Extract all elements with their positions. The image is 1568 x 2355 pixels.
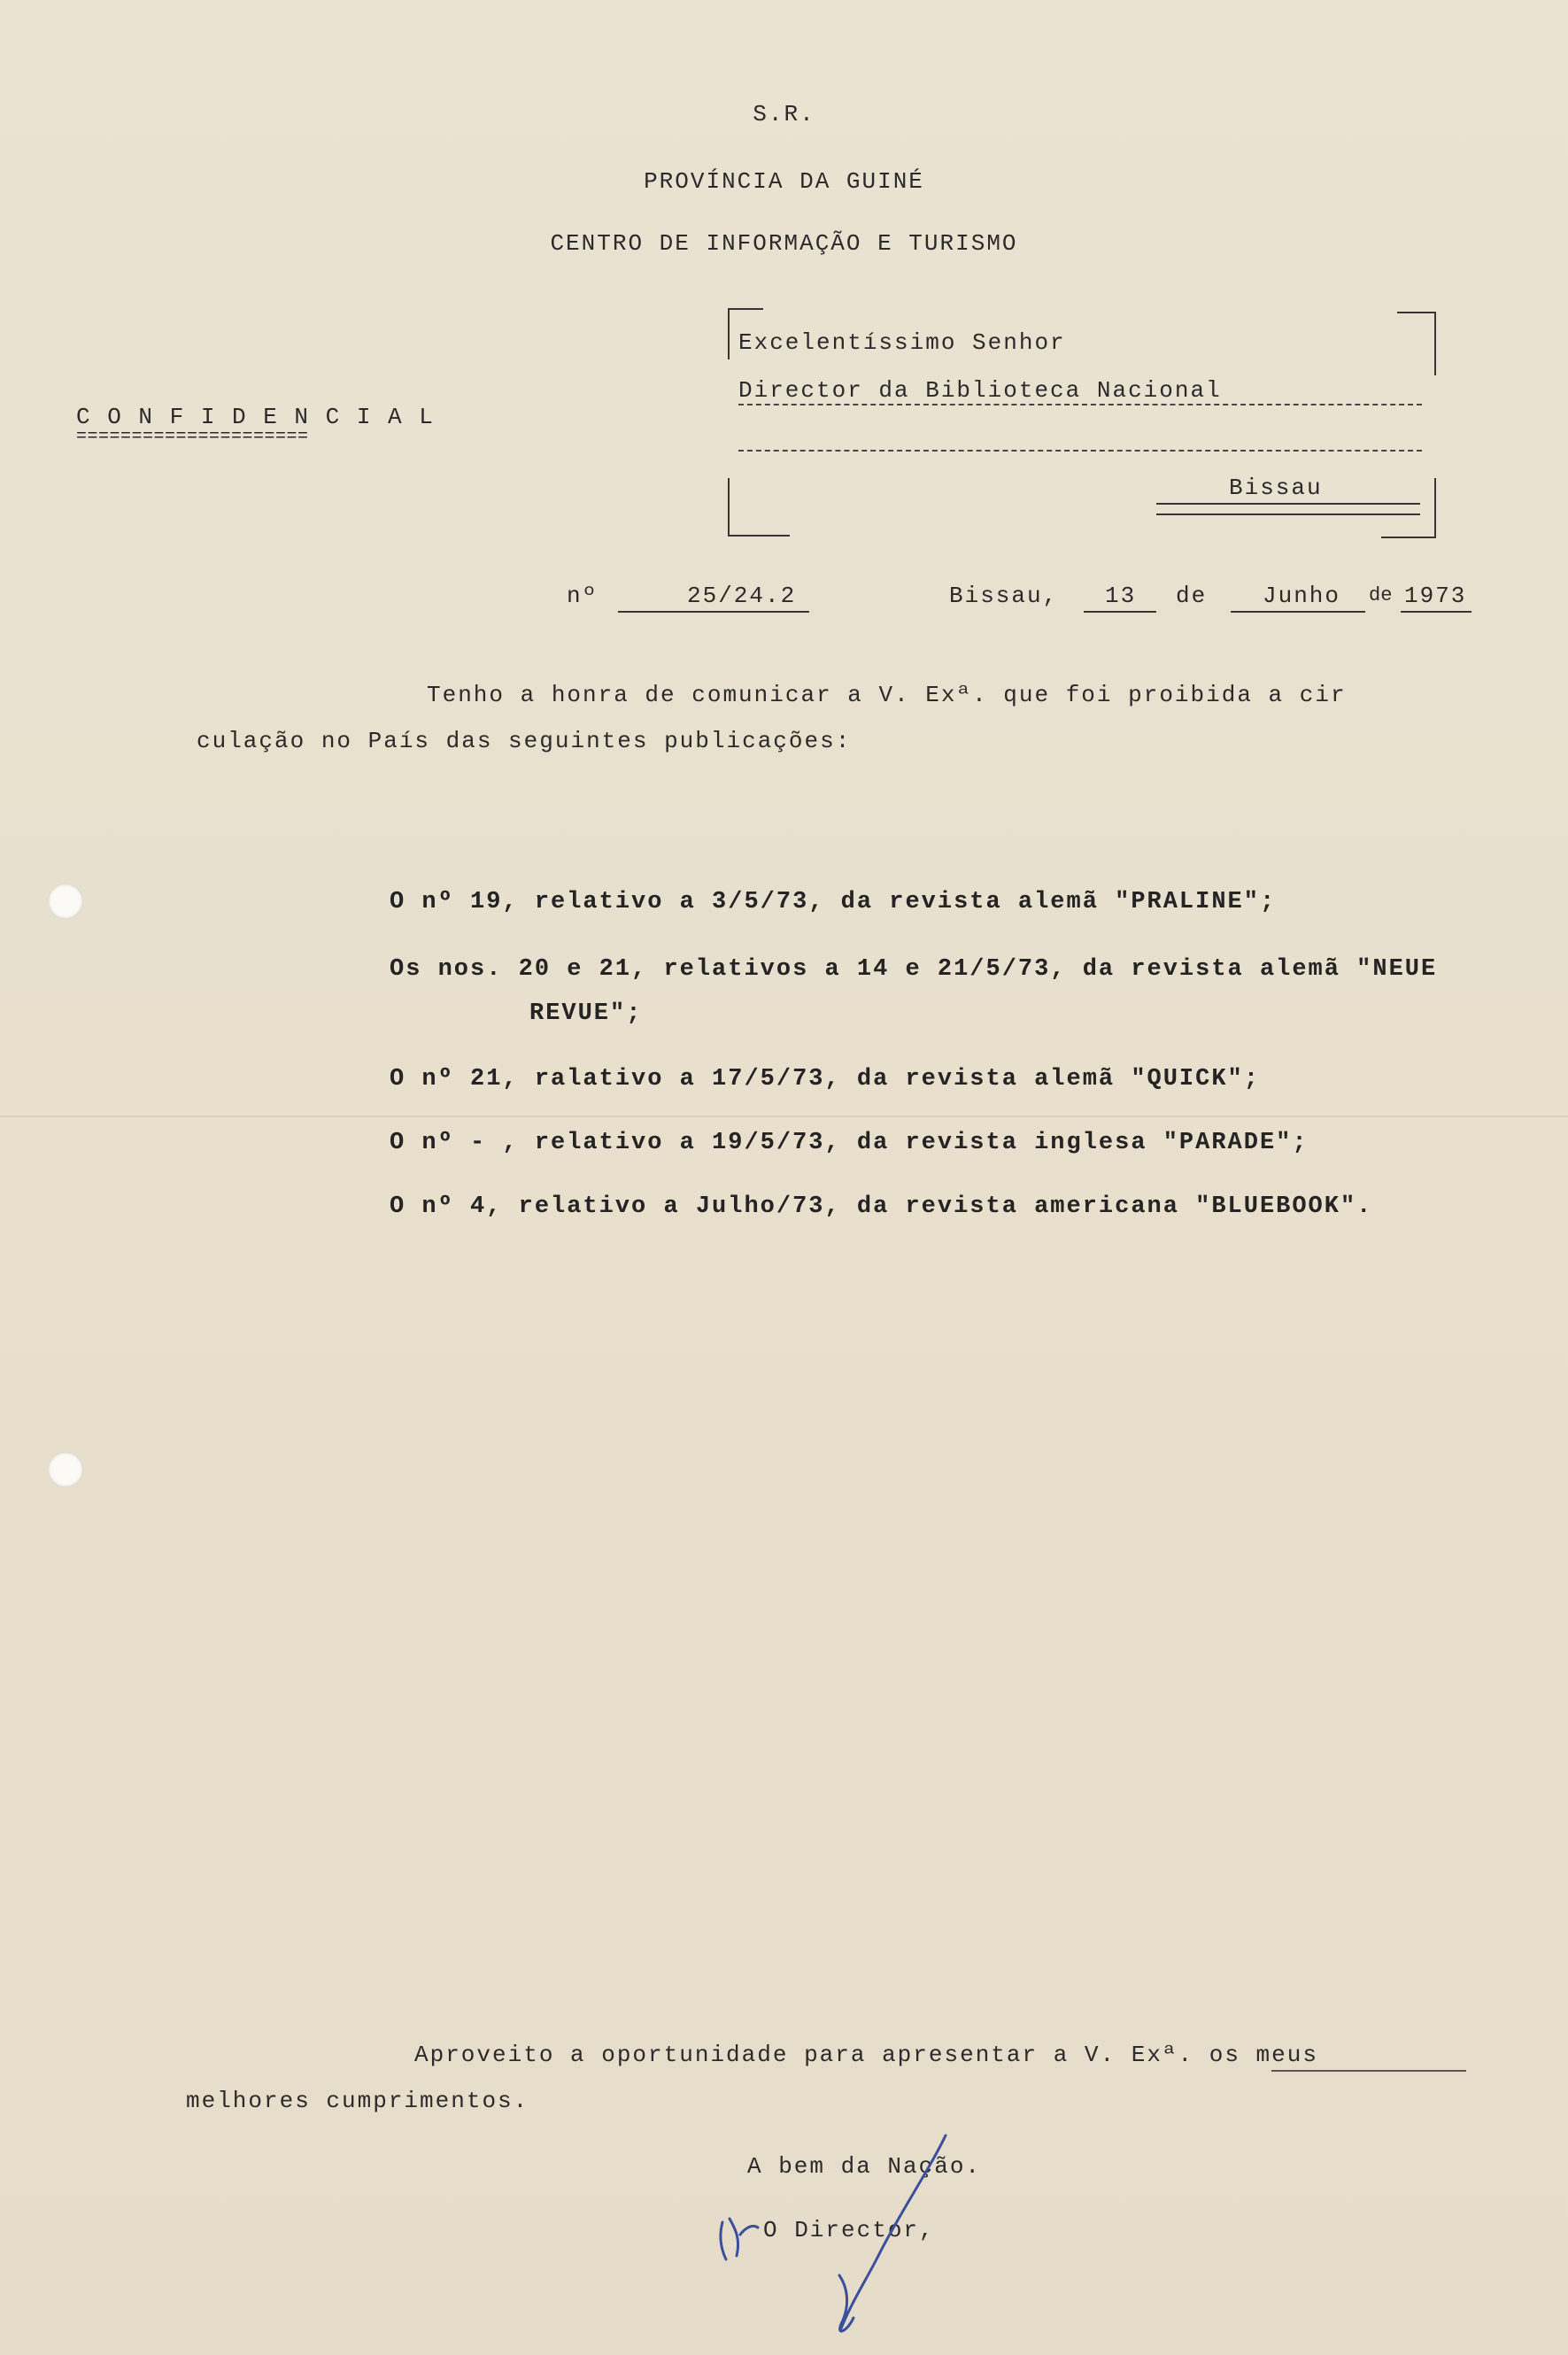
- office-heading: CENTRO DE INFORMAÇÃO E TURISMO: [550, 230, 1018, 257]
- publication-item: O nº 19, relativo a 3/5/73, da revista alemã "PRALINE";: [390, 889, 1277, 915]
- body-intro-line-1: Tenho a honra de comunicar a V. Exª. que foi proibida a cir: [427, 682, 1347, 708]
- sr-mark: S.R.: [753, 101, 815, 127]
- address-title: Director da Biblioteca Nacional: [738, 377, 1222, 404]
- closing-line-2: melhores cumprimentos.: [186, 2088, 529, 2114]
- date-de-2: de: [1369, 584, 1393, 606]
- publication-item-continuation: REVUE";: [529, 1000, 643, 1027]
- date-month: Junho: [1263, 583, 1341, 609]
- publication-item: Os nos. 20 e 21, relativos a 14 e 21/5/73, da revista alemã "NEUE: [390, 956, 1438, 983]
- province-heading: PROVÍNCIA DA GUINÉ: [644, 168, 924, 195]
- signoff-motto: A bem da Nação.: [747, 2153, 982, 2180]
- date-day: 13: [1105, 583, 1137, 609]
- address-salutation: Excelentíssimo Senhor: [738, 329, 1066, 356]
- confidential-rule: =====================: [76, 427, 309, 447]
- signoff-role: O Director,: [763, 2217, 935, 2243]
- address-city: Bissau: [1229, 475, 1323, 501]
- publication-item: O nº 21, ralativo a 17/5/73, da revista alemã "QUICK";: [390, 1066, 1260, 1093]
- confidential-label: C O N F I D E N C I A L: [76, 404, 435, 430]
- closing-line-1: Aproveito a oportunidade para apresentar a V. Exª. os meus: [414, 2042, 1318, 2068]
- reference-number-label: nº: [567, 583, 599, 609]
- body-intro-line-2: culação no País das seguintes publicações:: [197, 728, 852, 754]
- date-de-1: de: [1176, 583, 1208, 609]
- publication-item: O nº - , relativo a 19/5/73, da revista inglesa "PARADE";: [390, 1130, 1309, 1156]
- reference-number: 25/24.2: [687, 583, 797, 609]
- date-year: 1973: [1404, 583, 1467, 609]
- date-place: Bissau,: [949, 583, 1059, 609]
- publication-item: O nº 4, relativo a Julho/73, da revista americana "BLUEBOOK".: [390, 1193, 1373, 1220]
